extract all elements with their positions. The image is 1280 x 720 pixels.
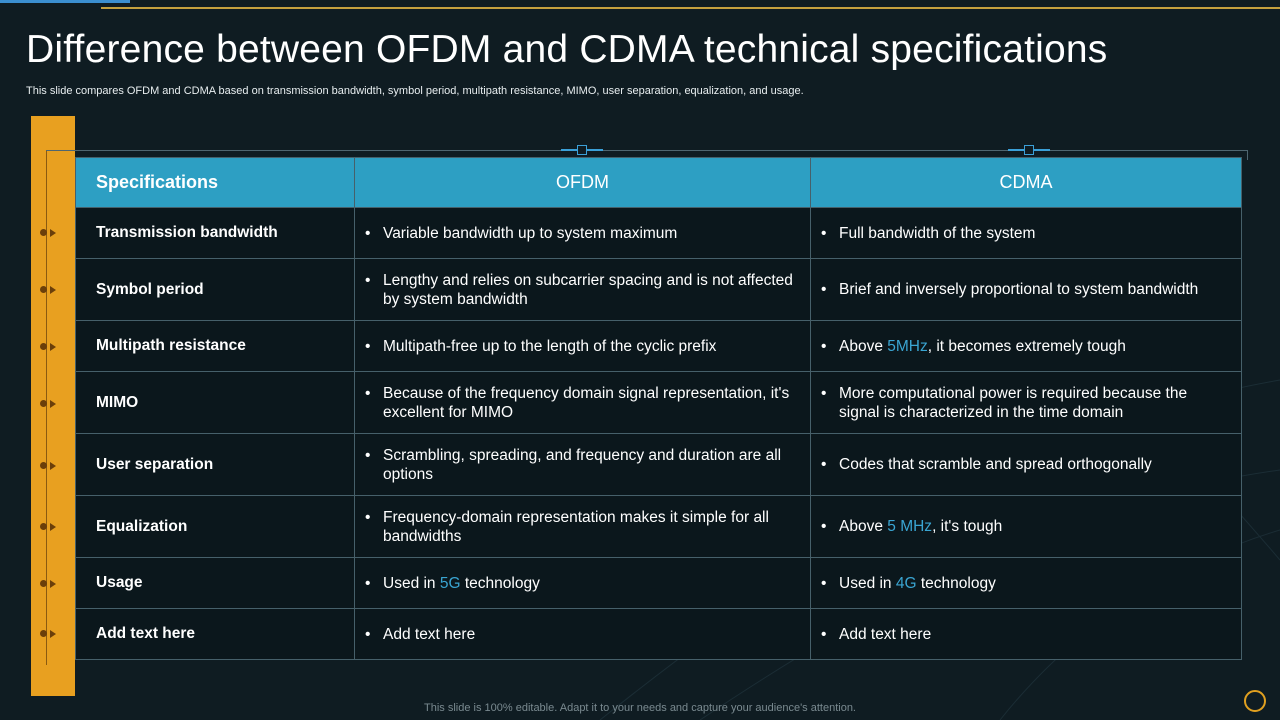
- dot-arrow-icon: [40, 578, 62, 590]
- cdma-cell: [811, 208, 1242, 259]
- bullet-icon: •: [821, 625, 827, 643]
- spec-name-cell: Add text here: [76, 609, 355, 660]
- cdma-cell: [811, 321, 1242, 372]
- dot-arrow-icon: [40, 284, 62, 296]
- spec-name-cell: Symbol period: [76, 259, 355, 321]
- dot-arrow-icon: [40, 628, 62, 640]
- spec-name-cell: MIMO: [76, 372, 355, 434]
- dot-arrow-icon: [40, 398, 62, 410]
- cdma-text-segment: , it becomes extremely tough: [927, 337, 1126, 355]
- bullet-icon: •: [821, 574, 827, 592]
- top-accent-bar: [0, 0, 130, 3]
- bullet-icon: •: [365, 224, 371, 242]
- ofdm-text-segment: Scrambling, spreading, and frequency and duration are all options: [383, 446, 782, 483]
- ofdm-text-segment: Frequency-domain representation makes it simple for all bandwidths: [383, 508, 769, 545]
- spec-name-cell: Equalization: [76, 496, 355, 558]
- table-row: [76, 609, 1242, 660]
- cdma-text-segment: Above: [839, 337, 888, 355]
- bullet-icon: •: [365, 446, 371, 464]
- bullet-icon: •: [365, 337, 371, 355]
- page-title: Difference between OFDM and CDMA technical specifications: [26, 28, 1108, 71]
- ofdm-cell: [355, 609, 811, 660]
- cdma-text-segment: , it's tough: [932, 518, 1003, 535]
- cdma-text-segment: More computational power is required because the signal is characterized in the time domain: [839, 384, 1188, 421]
- cdma-cell: [811, 609, 1242, 660]
- table-row: [76, 321, 1242, 372]
- bullet-icon: •: [821, 384, 827, 402]
- cdma-text-segment: Full bandwidth of the system: [839, 224, 1036, 242]
- dot-arrow-icon: [40, 460, 62, 472]
- spec-name-cell: User separation: [76, 434, 355, 496]
- dot-arrow-icon: [40, 227, 62, 239]
- header-cdma: CDMA: [811, 158, 1242, 208]
- ofdm-text-segment: Lengthy and relies on subcarrier spacing and is not affected by system bandwidth: [383, 271, 793, 308]
- table-frame-corner: [1247, 150, 1248, 160]
- cdma-text-segment: Used in: [839, 574, 896, 592]
- cdma-cell: [811, 259, 1242, 321]
- ofdm-text-segment: Because of the frequency domain signal representation, it's excellent for MIMO: [383, 384, 790, 421]
- ofdm-cell: [355, 496, 811, 558]
- cdma-cell: [811, 558, 1242, 609]
- ofdm-text-segment: Multipath-free up to the length of the cyclic prefix: [383, 337, 717, 355]
- comparison-table: [75, 157, 1242, 660]
- spec-name-cell: Multipath resistance: [76, 321, 355, 372]
- cdma-text-segment: 4G: [895, 574, 917, 592]
- table-frame-line: [46, 150, 1248, 151]
- cdma-cell: [811, 372, 1242, 434]
- cdma-text-segment: 5MHz: [887, 337, 928, 355]
- ofdm-cell: [355, 259, 811, 321]
- bullet-icon: •: [365, 625, 371, 643]
- bullet-icon: •: [821, 518, 827, 535]
- header-ofdm: OFDM: [355, 158, 811, 208]
- header-specifications: Specifications: [76, 158, 355, 208]
- bullet-icon: •: [365, 508, 371, 526]
- cdma-connector-icon: [1008, 145, 1050, 155]
- bullet-icon: •: [365, 574, 371, 592]
- top-gold-line: [101, 7, 1280, 9]
- table-row: [76, 434, 1242, 496]
- cdma-text-segment: 5 MHz: [887, 518, 933, 535]
- bullet-icon: •: [821, 337, 827, 355]
- dot-arrow-icon: [40, 521, 62, 533]
- cdma-text-segment: technology: [916, 574, 996, 592]
- ofdm-text-segment: Variable bandwidth up to system maximum: [383, 224, 678, 242]
- bullet-icon: •: [821, 281, 827, 298]
- page-subtitle: This slide compares OFDM and CDMA based on transmission bandwidth, symbol period, multipath resistance, MIMO, user separation, equalization, and usage.: [26, 85, 804, 97]
- bullet-icon: •: [821, 224, 827, 242]
- ofdm-cell: [355, 321, 811, 372]
- footer-note: This slide is 100% editable. Adapt it to your needs and capture your audience's attention.: [424, 702, 856, 714]
- ofdm-cell: [355, 434, 811, 496]
- ofdm-connector-icon: [561, 145, 603, 155]
- table-row: [76, 259, 1242, 321]
- table-row: [76, 208, 1242, 259]
- bullet-icon: •: [821, 456, 827, 473]
- spec-name-cell: Transmission bandwidth: [76, 208, 355, 259]
- spec-name-cell: Usage: [76, 558, 355, 609]
- cdma-text-segment: Brief and inversely proportional to system bandwidth: [839, 281, 1199, 298]
- ofdm-text-segment: 5G: [439, 574, 461, 592]
- cdma-text-segment: Above: [839, 518, 888, 535]
- cdma-cell: [811, 434, 1242, 496]
- ofdm-text-segment: technology: [460, 574, 540, 592]
- ofdm-cell: [355, 372, 811, 434]
- ofdm-cell: [355, 558, 811, 609]
- bullet-icon: •: [365, 384, 371, 402]
- circle-icon: [1244, 690, 1266, 712]
- ofdm-text-segment: Used in: [383, 574, 440, 592]
- cdma-text-segment: Add text here: [839, 625, 932, 643]
- bullet-icon: •: [365, 271, 371, 289]
- table-row: [76, 372, 1242, 434]
- table-header-row: [76, 158, 1242, 208]
- table-row: [76, 558, 1242, 609]
- dot-arrow-icon: [40, 341, 62, 353]
- ofdm-text-segment: Add text here: [383, 625, 476, 643]
- cdma-text-segment: Codes that scramble and spread orthogonally: [839, 456, 1152, 473]
- ofdm-cell: [355, 208, 811, 259]
- table-row: [76, 496, 1242, 558]
- cdma-cell: [811, 496, 1242, 558]
